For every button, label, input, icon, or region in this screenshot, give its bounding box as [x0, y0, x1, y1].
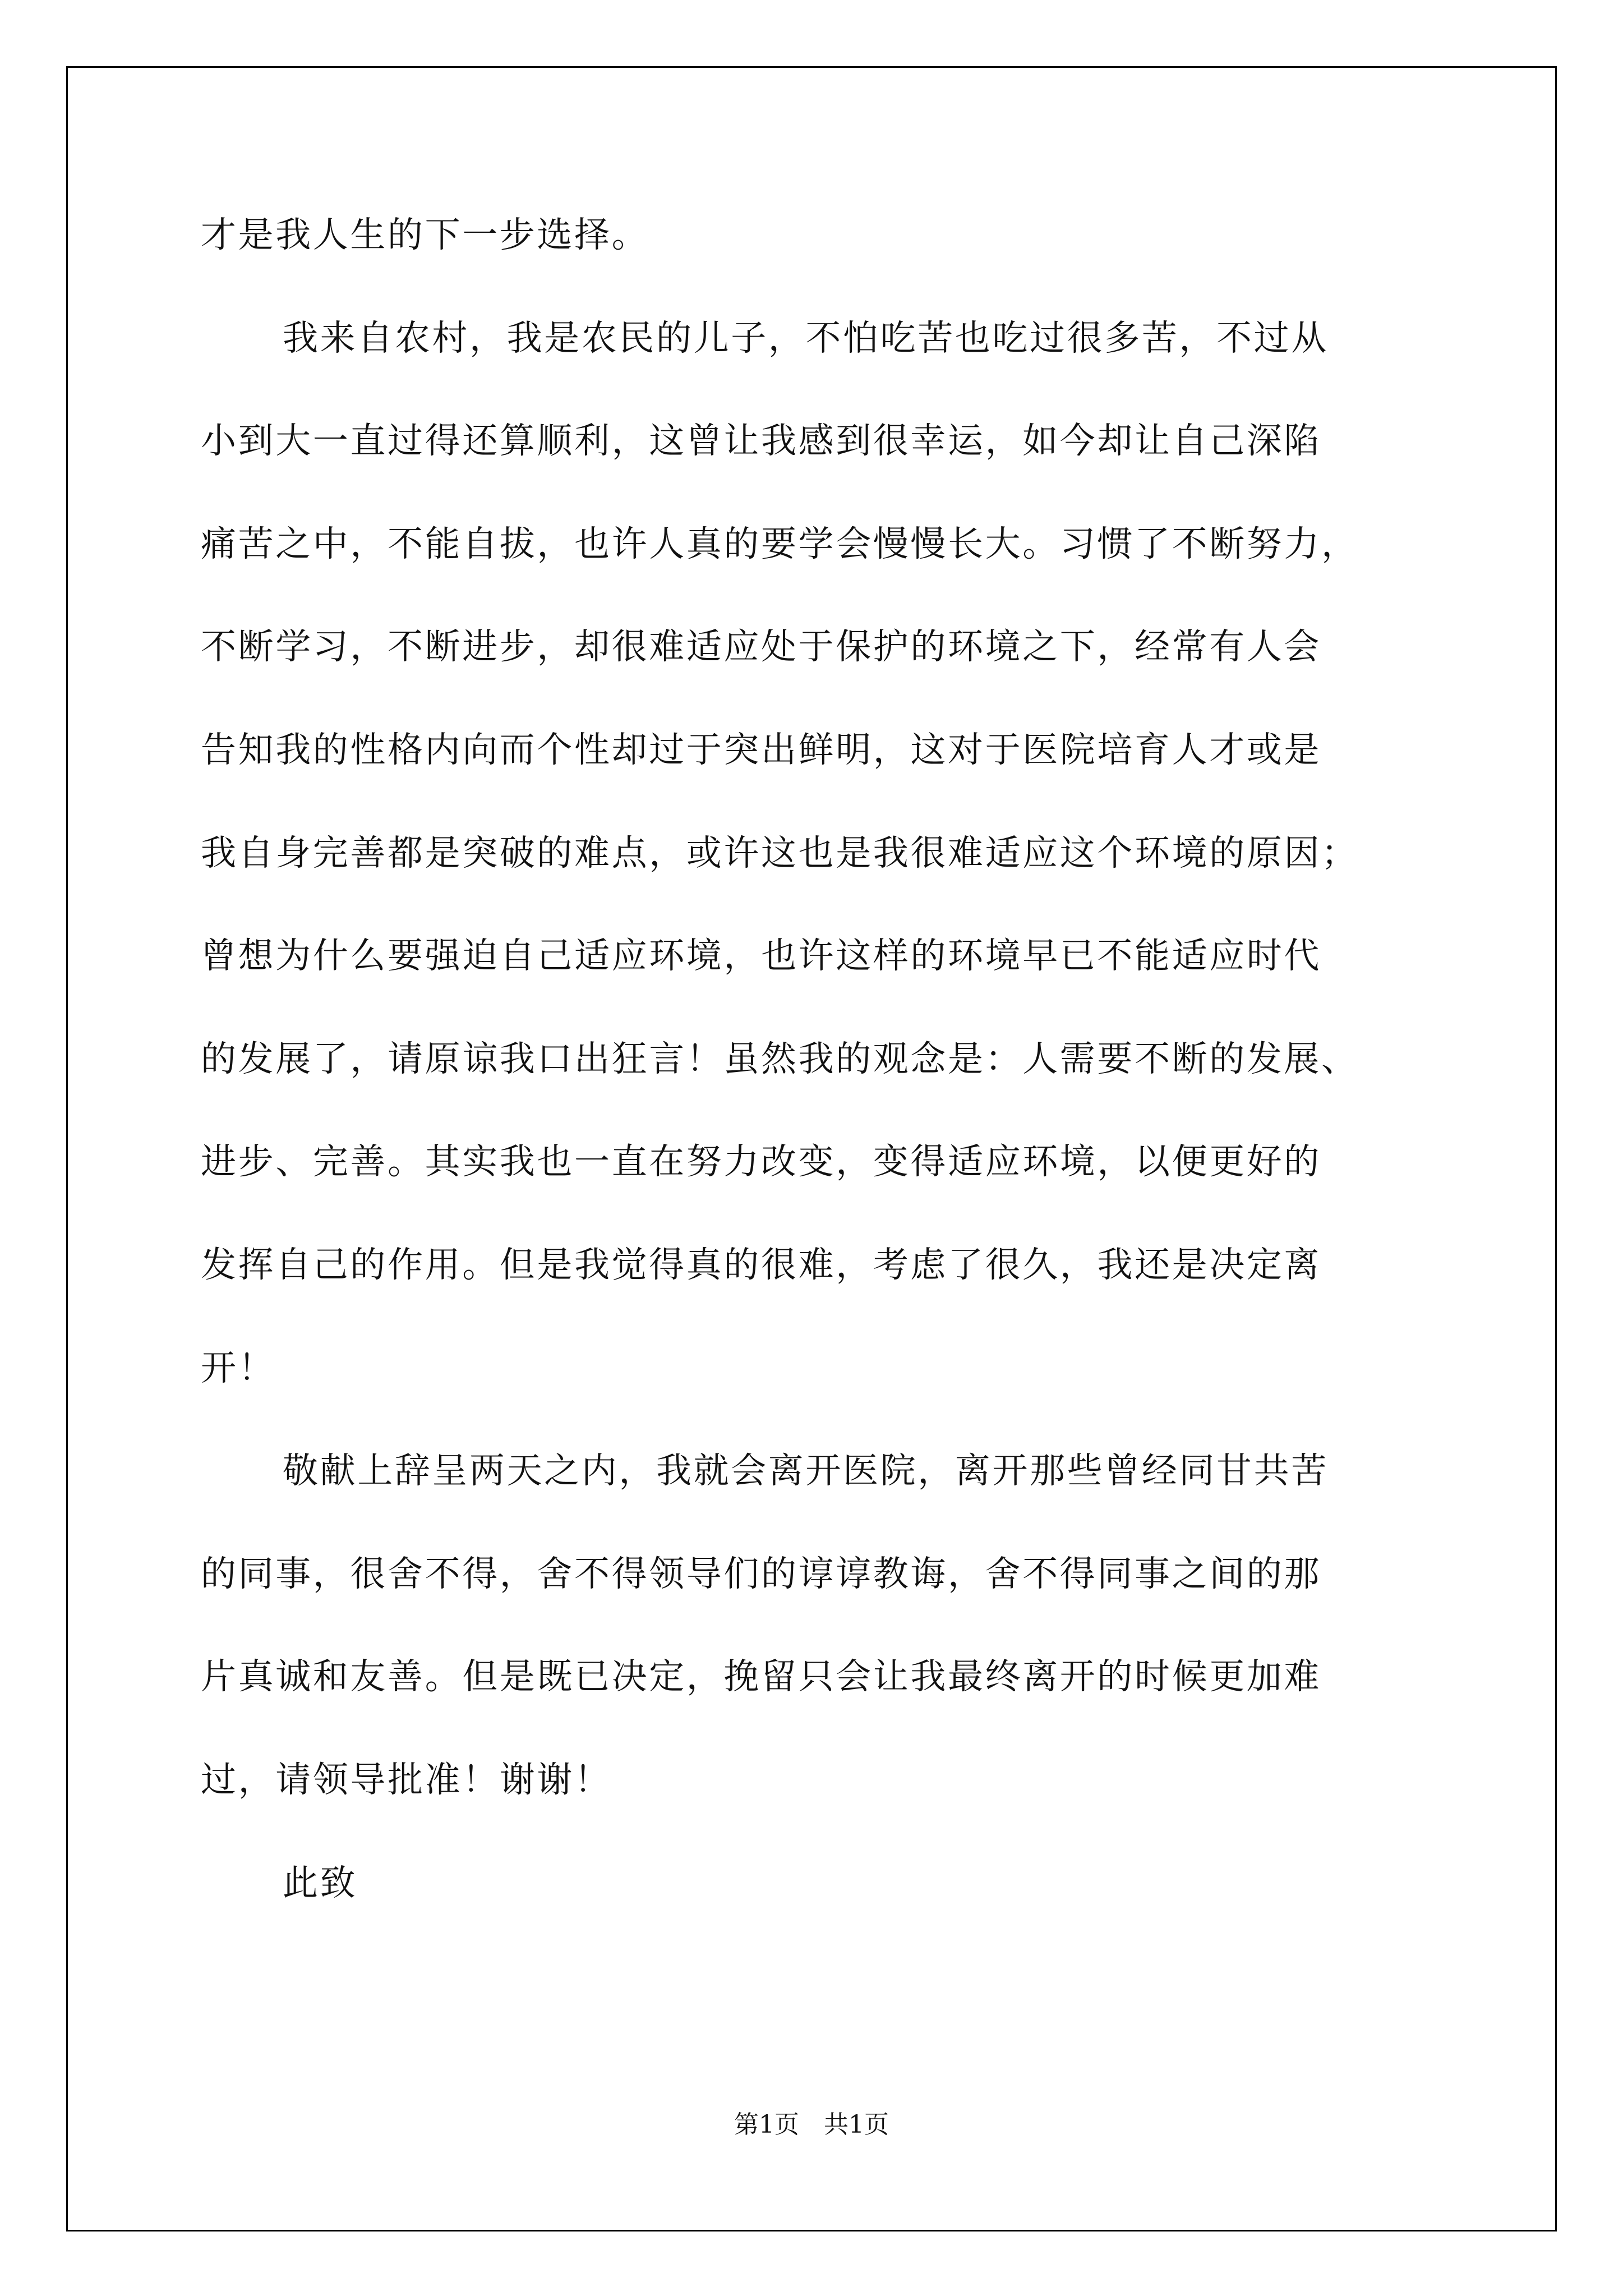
text-line-4: 痛苦之中，不能自拔，也许人真的要学会慢慢长大。习惯了不断努力，	[201, 523, 1359, 564]
text-line-14: 的同事，很舍不得，舍不得领导们的谆谆教诲，舍不得同事之间的那	[201, 1553, 1321, 1594]
text-line-5: 不断学习，不断进步，却很难适应处于保护的环境之下，经常有人会	[201, 626, 1321, 667]
paragraph-start-line: 我来自农村，我是农民的儿子，不怕吃苦也吃过很多苦，不过从	[283, 318, 1329, 358]
text-line-6: 告知我的性格内向而个性却过于突出鲜明，这对于医院培育人才或是	[201, 729, 1321, 770]
text-line-11: 发挥自己的作用。但是我觉得真的很难，考虑了很久，我还是决定离	[201, 1244, 1321, 1285]
text-line-15: 片真诚和友善。但是既已决定，挽留只会让我最终离开的时候更加难	[201, 1656, 1321, 1697]
text-line-1: 才是我人生的下一步选择。	[201, 214, 649, 255]
text-line-9: 的发展了，请原谅我口出狂言！虽然我的观念是：人需要不断的发展、	[201, 1038, 1359, 1079]
paragraph-start-line: 敬献上辞呈两天之内，我就会离开医院，离开那些曾经同甘共苦	[283, 1450, 1329, 1491]
page-number-footer: 第1页 共1页	[734, 2110, 889, 2139]
text-line-16: 过，请领导批准！谢谢！	[201, 1759, 612, 1800]
text-line-10: 进步、完善。其实我也一直在努力改变，变得适应环境，以便更好的	[201, 1141, 1321, 1182]
text-line-8: 曾想为什么要强迫自己适应环境，也许这样的环境早已不能适应时代	[201, 935, 1321, 976]
text-line-3: 小到大一直过得还算顺利，这曾让我感到很幸运，如今却让自己深陷	[201, 420, 1321, 461]
text-line-12: 开！	[201, 1347, 276, 1388]
text-line-7: 我自身完善都是突破的难点，或许这也是我很难适应这个环境的原因；	[201, 832, 1359, 873]
closing-salutation: 此致	[283, 1862, 358, 1903]
